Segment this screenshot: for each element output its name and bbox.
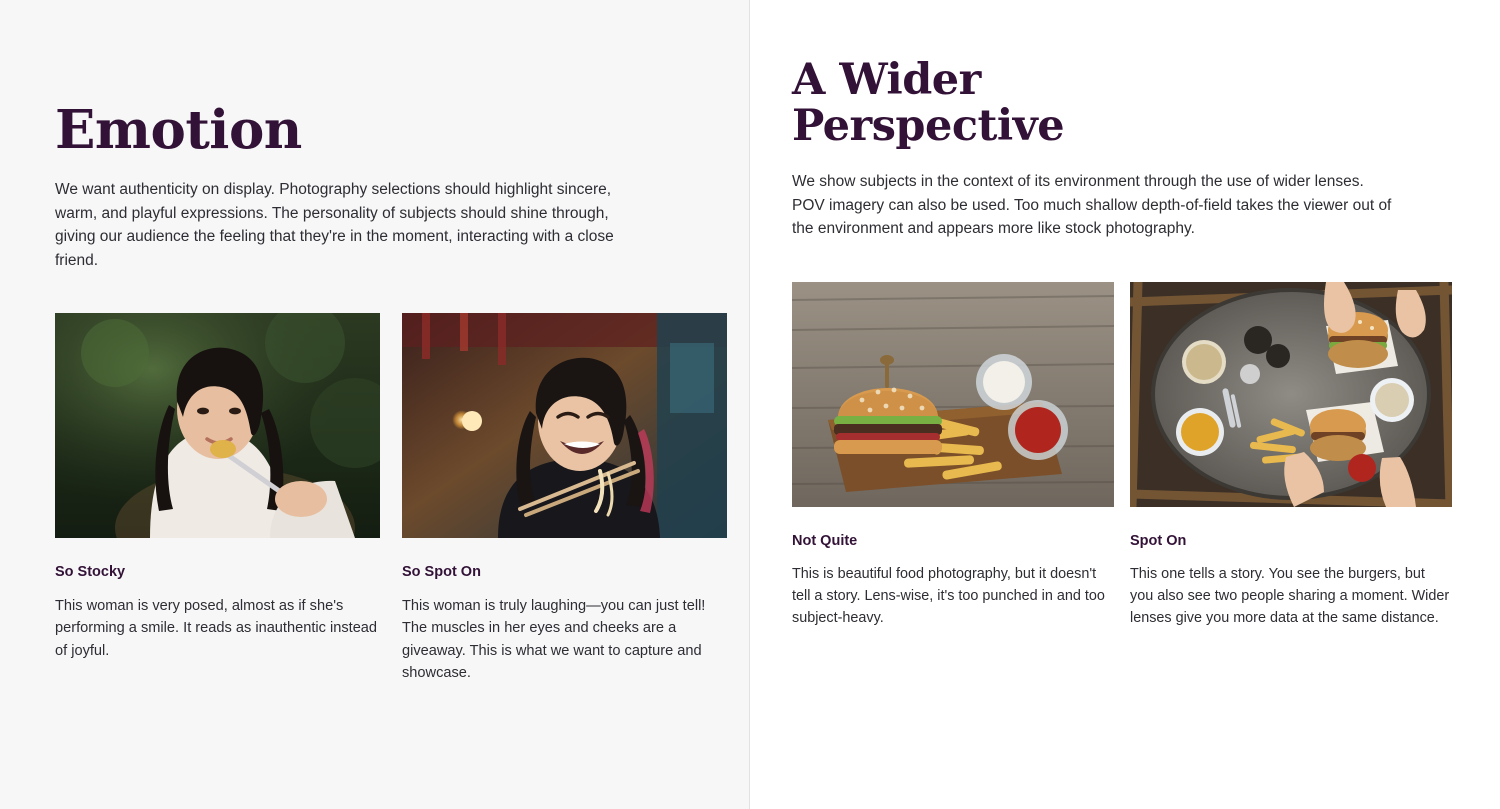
- example-card: [55, 313, 380, 684]
- photo-woman-eating-pasta: [55, 313, 380, 538]
- photo-burger-on-board: [792, 282, 1114, 507]
- example-card: [792, 282, 1114, 630]
- intro-paragraph-wider-perspective: We show subjects in the context of its environment through the use of wider lenses. POV imagery can also be used. Too much shallow depth-of-field takes the viewer out of the environment and appears more like stock photography.: [792, 173, 1392, 238]
- card-description: This woman is very posed, almost as if she's performing a smile. It reads as inauthentic instead of joyful.: [55, 598, 378, 659]
- panel-emotion-content: [0, 99, 750, 684]
- card-description: This woman is truly laughing—you can just tell! The muscles in her eyes and cheeks are a giveaway. This is what we want to capture and showcase.: [402, 598, 706, 681]
- card-description: This one tells a story. You see the burgers, but you also see two people sharing a moment. Wider lenses give you more data at the same distance.: [1130, 565, 1450, 626]
- panel-wider-perspective: [750, 0, 1500, 809]
- example-card-list-wider-perspective: [792, 282, 1500, 630]
- card-label: Not Quite: [792, 532, 858, 549]
- page-title-wider-perspective: [792, 55, 1500, 151]
- photo-woman-laughing-noodles: [402, 313, 727, 538]
- page-title-line-1: A Wider: [792, 55, 981, 105]
- intro-paragraph-emotion: We want authenticity on display. Photography selections should highlight sincere, warm, and playful expressions. The personality of subjects should shine through, giving our audience the feeling that they're in the moment, interacting with a close friend.: [55, 181, 614, 269]
- card-label: So Stocky: [55, 564, 126, 581]
- page-title-emotion: Emotion: [55, 99, 302, 161]
- example-card: [402, 313, 727, 684]
- card-description: This is beautiful food photography, but it doesn't tell a story. Lens-wise, it's too punched in and too subject-heavy.: [792, 565, 1105, 626]
- example-card-list-emotion: [55, 313, 750, 684]
- photo-overhead-table-sharing: [1130, 282, 1452, 507]
- example-card: [1130, 282, 1452, 630]
- panel-wider-perspective-content: [750, 55, 1500, 629]
- card-label: Spot On: [1130, 532, 1187, 549]
- card-label: So Spot On: [402, 564, 481, 581]
- page-title-line-2: Perspective: [792, 100, 1065, 151]
